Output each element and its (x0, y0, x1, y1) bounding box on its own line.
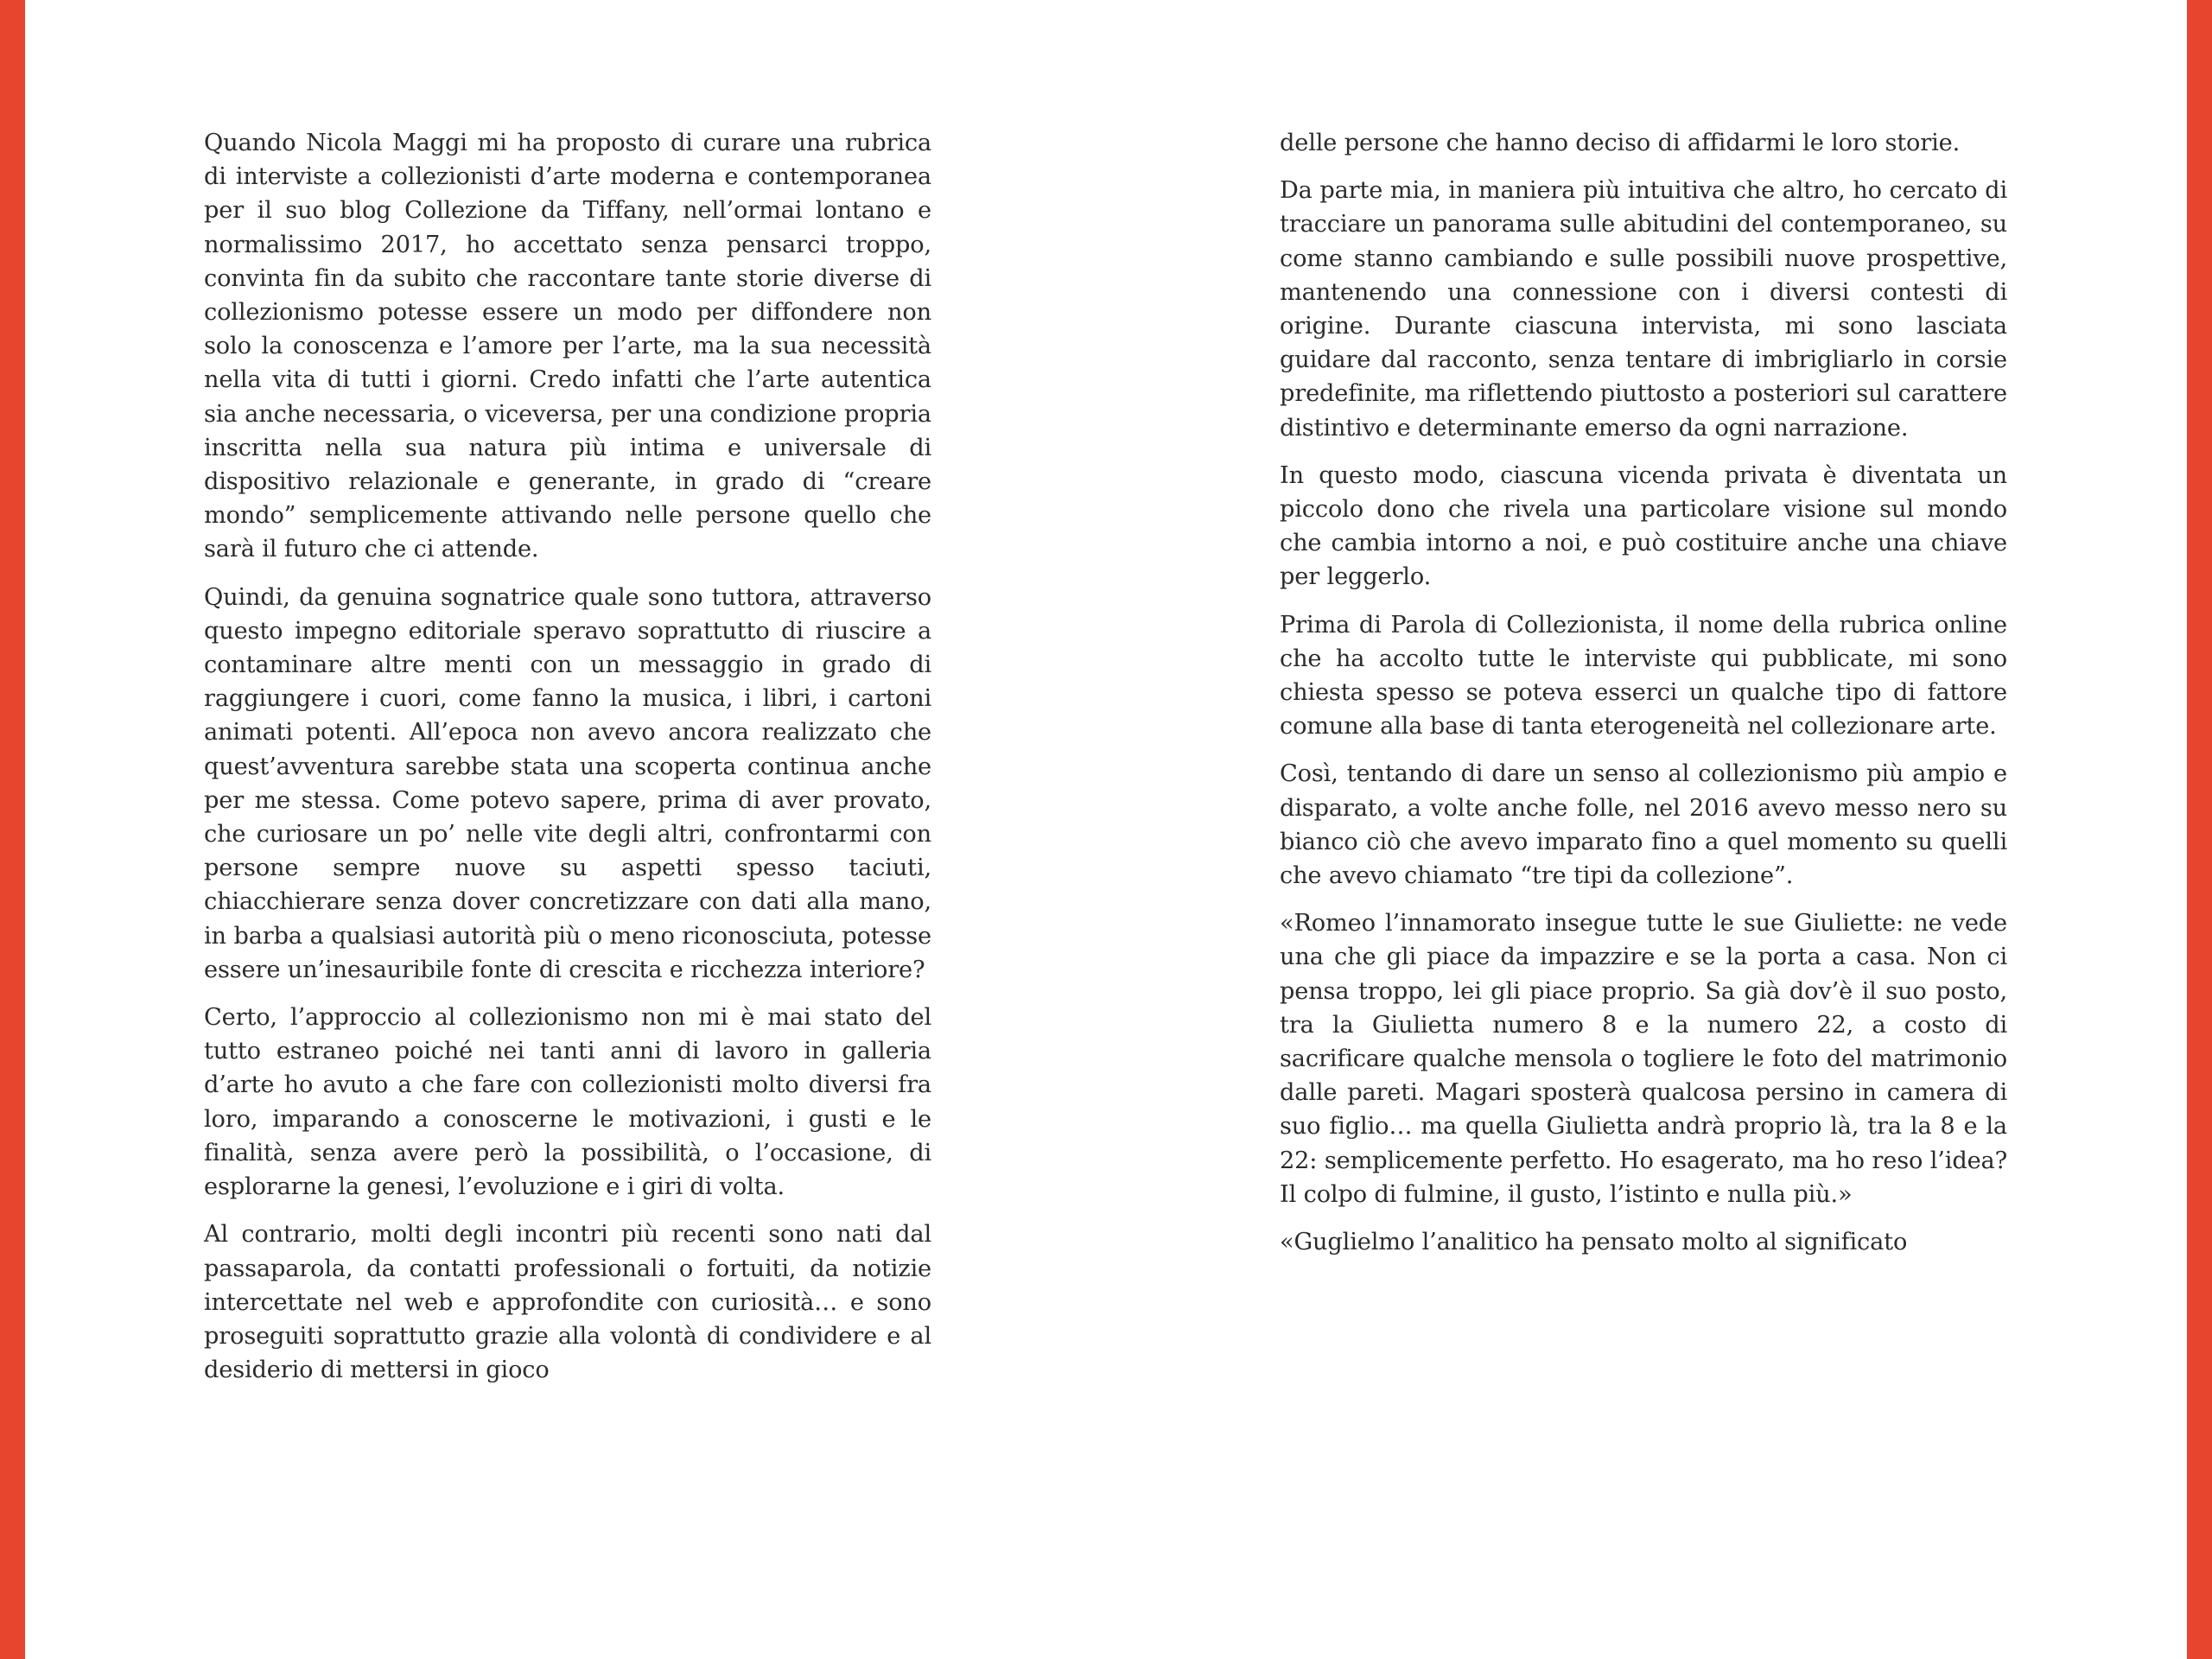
left-paragraph-1: Quando Nicola Maggi mi ha proposto di curare una rubrica di interviste a collezionisti d’arte moderna e contemporanea per il suo blog Collezione da Tiffany, nell’ormai lontano e normalissimo 2017, ho accettato senza pensarci troppo, convinta fin da subito che raccontare tante storie diverse di collezionismo potesse essere un modo per diffondere non solo la conoscenza e l’amore per l’arte, ma la sua necessità nella vita di tutti i giorni. Credo infatti che l’arte autentica sia anche necessaria, o viceversa, per una condizione propria inscritta nella sua natura più intima e universale di dispositivo relazionale e generante, in grado di “creare mondo” semplicemente attivando nelle persone quello che sarà il futuro che ci attende. (204, 130, 931, 563)
right-paragraph-6-romeo-quote: «Romeo l’innamorato insegue tutte le sue Giuliette: ne vede una che gli piace da impazzire e se la porta a casa. Non ci pensa troppo, lei gli piace proprio. Sa già dov’è il suo posto, tra la Giulietta numero 8 e la numero 22, a costo di sacrificare qualche mensola o togliere le foto del matrimonio dalle pareti. Magari sposterà qualcosa persino in camera di suo figlio… ma quella Giulietta andrà proprio là, tra la 8 e la 22: semplicemente perfetto. Ho esagerato, ma ho reso l’idea? Il colpo di fulmine, il gusto, l’istinto e nulla più.» (1280, 910, 2007, 1208)
left-page-edge-band (0, 0, 25, 1659)
right-page-edge-band (2187, 0, 2212, 1659)
right-paragraph-4: Prima di Parola di Collezionista, il nome della rubrica online che ha accolto tutte le interviste qui pubblicate, mi sono chiesta spesso se poteva esserci un qualche tipo di fattore comune alla base di tanta eterogeneità nel collezionare arte. (1280, 611, 2007, 741)
right-paragraph-7-guglielmo-quote: «Guglielmo l’analitico ha pensato molto al significato (1280, 1229, 1908, 1256)
left-paragraph-4: Al contrario, molti degli incontri più recenti sono nati dal passaparola, da contatti professionali o fortuiti, da notizie intercettate nel web e approfondite con curiosità… e sono proseguiti soprattutto grazie alla volontà di condividere e al desiderio di mettersi in gioco (204, 1221, 931, 1384)
left-paragraph-3: Certo, l’approccio al collezionismo non mi è mai stato del tutto estraneo poiché nei tanti anni di lavoro in galleria d’arte ho avuto a che fare con collezionisti molto diversi fra loro, imparando a conoscerne le motivazioni, i gusti e le finalità, senza avere però la possibilità, o l’occasione, di esplorarne la genesi, l’evoluzione e i giri di volta. (204, 1004, 931, 1201)
right-text-column (1280, 126, 2007, 1273)
right-paragraph-5: Così, tentando di dare un senso al collezionismo più ampio e disparato, a volte anche folle, nel 2016 avevo messo nero su bianco ciò che avevo imparato fino a quel momento su quelli che avevo chiamato “tre tipi da collezione”. (1280, 760, 2007, 890)
left-text-column (204, 126, 931, 1401)
left-paragraph-2: Quindi, da genuina sognatrice quale sono tuttora, attraverso questo impegno editoriale speravo soprattutto di riuscire a contaminare altre menti con un messaggio in grado di raggiungere i cuori, come fanno la musica, i libri, i cartoni animati potenti. All’epoca non avevo ancora realizzato che quest’avventura sarebbe stata una scoperta continua anche per me stessa. Come potevo sapere, prima di aver provato, che curiosare un po’ nelle vite degli altri, confrontarmi con persone sempre nuove su aspetti spesso taciuti, chiacchierare senza dover concretizzare con dati alla mano, in barba a qualsiasi autorità più o meno riconosciuta, potesse essere un’inesauribile fonte di crescita e ricchezza interiore? (204, 583, 931, 983)
right-paragraph-3: In questo modo, ciascuna vicenda privata è diventata un piccolo dono che rivela una particolare visione sul mondo che cambia intorno a noi, e può costituire anche una chiave per leggerlo. (1280, 461, 2007, 591)
right-paragraph-2: Da parte mia, in maniera più intuitiva che altro, ho cercato di tracciare un panorama sulle abitudini del contemporaneo, su come stanno cambiando e sulle possibili nuove prospettive, mantenendo una connessione con i diversi contesti di origine. Durante ciascuna intervista, mi sono lasciata guidare dal racconto, senza tentare di imbrigliarlo in corsie predefinite, ma riflettendo piuttosto a posteriori sul carattere distintivo e determinante emerso da ogni narrazione. (1280, 177, 2007, 442)
right-paragraph-1: delle persone che hanno deciso di affidarmi le loro storie. (1280, 130, 1961, 156)
